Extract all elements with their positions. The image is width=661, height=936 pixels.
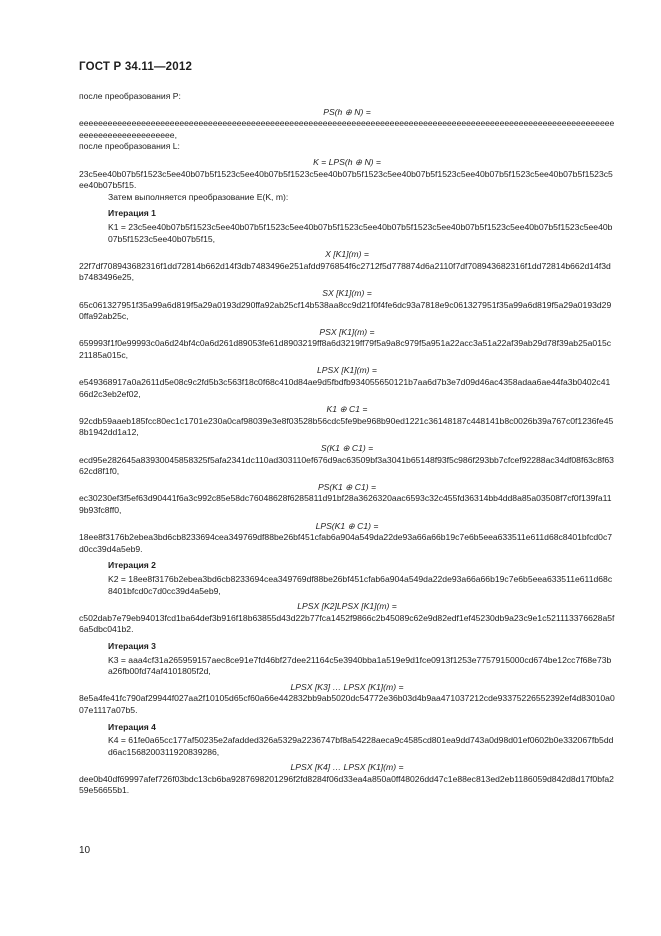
formula: LPS(K1 ⊕ C1) =: [315, 520, 379, 531]
formula: K = LPS(h ⊕ N) =: [313, 156, 381, 167]
text-line: Затем выполняется преобразование E(K, m):: [108, 191, 289, 202]
page-number: 10: [79, 845, 91, 856]
formula: LPSX [K1](m) =: [317, 365, 377, 376]
formula: PS(K1 ⊕ C1) =: [317, 481, 377, 492]
hex-value: c502dab7e79eb94013fcd1ba64def3b916f18b63855d43d22b77fca1452f9866c2b45089c62e9d82edf1ef45230db9a23c9e1c521113376628a5f6a5dbc041b2.: [79, 612, 615, 635]
formula: X [K1](m) =: [325, 249, 369, 260]
text-line: после преобразования P:: [79, 91, 181, 101]
page-header-title: ГОСТ Р 34.11—2012: [79, 61, 193, 73]
formula: LPSX [K4] … LPSX [K1](m) =: [290, 762, 404, 773]
iteration-heading: Итерация 2: [108, 560, 156, 571]
iteration-heading: Итерация 4: [108, 721, 156, 732]
iteration-heading: Итерация 1: [108, 208, 156, 219]
round-key: K1 = 23c5ee40b07b5f1523c5ee40b07b5f1523c5ee40b07b5f1523c5ee40b07b5f1523c5ee40b07b5f1523c5ee40b07b5f1523c5ee40b07b5f1523c5ee40b07b5f15,: [108, 221, 613, 244]
hex-value: dee0b40df69997afef726f03bdc13cb6ba9287698201296f2fd8284f06d33ea4a850a0ff48026dd47c1e88ec813ed2eb1186059d842d8d17f0bfa259e56655b1.: [79, 773, 614, 796]
formula: LPSX [K3] … LPSX [K1](m) =: [290, 681, 404, 692]
hex-value: eeeeeeeeeeeeeeeeeeeeeeeeeeeeeeeeeeeeeeeeeeeeeeeeeeeeeeeeeeeeeeeeeeeeeeeeeeeeeeeeeeeeeeeeeeeeeeeeeeeeeeeeeeeeeeeeeeeeeeeeeeeeeeeeeeee,: [79, 118, 615, 140]
hex-value: e549368917a0a2611d5e08c9c2fd5b3c563f18c0f68c410d84ae9d5fbdfb934055650121b7aa6d7b3e7d09d46ac4358adaa6ae44fa3b0402c4166d2c3eb2ef02,: [79, 377, 611, 399]
formula: SX [K1](m) =: [322, 287, 372, 298]
hex-value: 65c061327951f35a99a6d819f5a29a0193d290ffa92ab25cf14b538aa8cc9d21f0f4fe6dc93a7818e9c061327951f35a99a6d819f5a29a0193d290ffa92ab25c,: [79, 299, 612, 322]
hex-value: ec30230ef3f5ef63d90441f6a3c992c85e58dc76048628f6285811d91bf28a3626320aac6593c32c455fd36314bb4dd8a85a03508f7cf0f139fa119b93fc8ff0,: [79, 493, 612, 515]
round-key: K3 = aaa4cf31a265959157aec8ce91e7fd46bf27dee21164c5e3940bba1a519e9d1fce0913f1253e7757915000cd674be12cc7f68e73ba26fb00fd74af4101805f2d,: [108, 654, 612, 677]
formula: PS(h ⊕ N) =: [323, 106, 371, 117]
hex-value: 22f7df708943682316f1dd72814b662d14f3db7483496e251afdd976854f6c2712f5d778874d6a2110f7df708943682316f1dd72814b662d14f3db7483496e25,: [79, 260, 611, 283]
hex-value: 23c5ee40b07b5f1523c5ee40b07b5f1523c5ee40b07b5f1523c5ee40b07b5f1523c5ee40b07b5f1523c5ee40b07b5f1523c5ee40b07b5f1523c5ee40b07b5f15.: [79, 168, 613, 191]
formula: LPSX [K2]LPSX [K1](m) =: [297, 601, 397, 612]
hex-value: 659993f1f0e99993c0a6d24bf4c0a6d261d89053fe61d8903219ff8a6d3219ff79f5a9a8c979f5a951a22acc3a51a22af39ab29d78f39ab25a015c21185a015c,: [79, 338, 612, 360]
text-line: после преобразования L:: [79, 141, 180, 152]
formula: PSX [K1](m) =: [319, 326, 375, 337]
hex-value: 92cdb59aaeb185fcc80ec1c1701e230a0caf98039e3e8f03528b56cdc5fe9be968b90ed1221c36148187c448141b8c0026b39a767c0f1236fe458b1942dd1a12,: [79, 415, 614, 438]
formula: S(K1 ⊕ C1) =: [320, 443, 374, 454]
hex-value: ecd95e282645a83930045858325f5afa2341dc110ad303110ef676d9ac63509bf3a3041b65148f93f5c986f293bb7cfcef92288ac34df08f63c8f6362cd8f1f0,: [79, 454, 614, 477]
round-key: K2 = 18ee8f3176b2ebea3bd6cb8233694cea349769df88be26bf451cfab6a904a549da22de93a66a66b19c7e6b5eea633511e611d68c8401bfcd0c7d0cc39d4a5eb9,: [108, 573, 613, 596]
hex-value: 18ee8f3176b2ebea3bd6cb8233694cea349769df88be26bf451cfab6a904a549da22de93a66a66b19c7e6b5eea633511e611d68c8401bfcd0c7d0cc39d4a5eb9.: [79, 532, 613, 554]
iteration-heading: Итерация 3: [108, 640, 156, 651]
round-key: K4 = 61fe0a65cc177af50235e2afadded326a5329a2236747bf8a54228aeca9c4585cd801ea9dd743a0d98d01ef0602b0e332067fb5ddd6ac1568200311920839286,: [108, 735, 614, 757]
page-content: [79, 91, 615, 797]
hex-value: 8e5a4fe41fc790af29944f027aa2f10105d65cf60a66e442832bb9ab5020dc54772e36b03d4b9aa471037212cde93375226552392ef4d83010a007e1117a07b5.: [79, 693, 615, 715]
formula: K1 ⊕ C1 =: [326, 404, 368, 415]
